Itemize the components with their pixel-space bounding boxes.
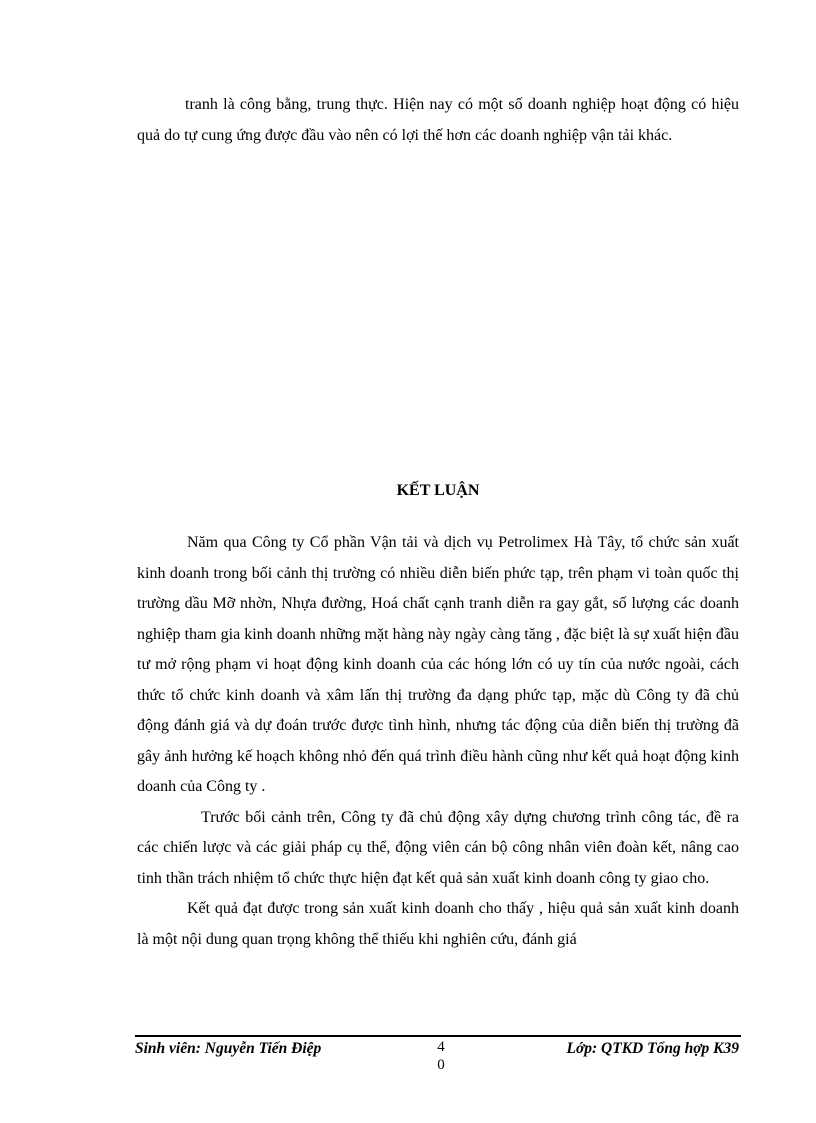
- footer-divider: [135, 1035, 741, 1037]
- conclusion-body: [137, 528, 739, 955]
- page-footer: [135, 1040, 741, 1080]
- paragraph-2: Trước bối cảnh trên, Công ty đã chủ động xây dựng chương trình công tác, đề ra các chiến lược và các giải pháp cụ thể, động viên cán bộ công nhân viên đoàn kết, nâng cao tinh thần trách nhiệm tổ chức thực hiện đạt kết quả sản xuất kinh doanh công ty giao cho.: [137, 808, 739, 887]
- footer-class-label: Lớp: QTKD Tổng hợp K39: [566, 1040, 739, 1057]
- page-number: 40: [437, 1039, 445, 1073]
- section-title: KẾT LUẬN: [396, 482, 480, 499]
- paragraph-1: Năm qua Công ty Cổ phần Vận tải và dịch vụ Petrolimex Hà Tây, tổ chức sản xuất kinh doanh trong bối cảnh thị trường có nhiều diễn biến phức tạp, trên phạm vi toàn quốc thị trường dầu Mỡ nhờn, Nhựa đường, Hoá chất cạnh tranh diễn ra gay gắt, số lượng các doanh nghiệp tham gia kinh doanh những mặt hàng này ngày càng tăng , đặc biệt là sự xuất hiện đầu tư mở rộng phạm vi hoạt động kinh doanh của các hóng lớn có uy tín của nước ngoài, cách thức tổ chức kinh doanh và xâm lấn thị trường đa dạng phức tạp, mặc dù Công ty đã chủ động đánh giá và dự đoán trước được tình hình, nhưng tác động của diễn biến thị trường đã gây ảnh hưởng kế hoạch không nhỏ đến quá trình điều hành cũng như kết quả hoạt động kinh doanh của Công ty .: [137, 534, 739, 795]
- paragraph-3: Kết quả đạt được trong sản xuất kinh doanh cho thấy , hiệu quả sản xuất kinh doanh là một nội dung quan trọng không thể thiếu khi nghiên cứu, đánh giá: [137, 900, 739, 948]
- paragraph-continuation: tranh là công bằng, trung thực. Hiện nay có một số doanh nghiệp hoạt động có hiệu quả do tự cung ứng được đầu vào nên có lợi thế hơn các doanh nghiệp vận tải khác.: [137, 96, 739, 144]
- top-text-block: [137, 90, 739, 151]
- footer-student-name: Sinh viên: Nguyễn Tiến Điệp: [135, 1040, 322, 1057]
